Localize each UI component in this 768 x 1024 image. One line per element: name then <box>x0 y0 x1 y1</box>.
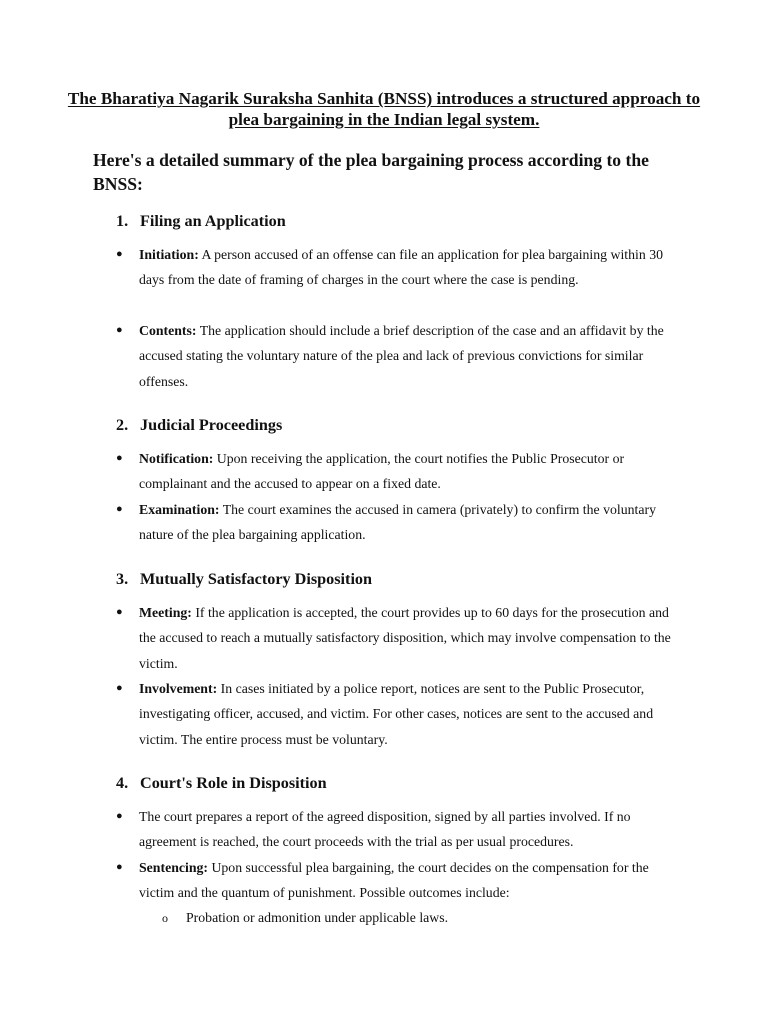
list-item-label: Initiation: <box>139 247 199 262</box>
section-title: Mutually Satisfactory Disposition <box>140 570 373 588</box>
list-item-body: A person accused of an offense can file an application for plea bargaining within 30 days from the date of framing of charges in the court where the case is pending. <box>139 247 664 288</box>
section-number: 4. <box>116 774 129 792</box>
list-item-text <box>139 600 676 676</box>
bullet-dot-icon: ● <box>116 606 123 618</box>
list-item-text <box>139 242 676 293</box>
document-title: The Bharatiya Nagarik Suraksha Sanhita (BNSS) introduces a structured approach to plea bargaining in the Indian legal system. <box>67 89 701 129</box>
bullet-dot-icon: ● <box>116 503 123 515</box>
list-item-body: Upon successful plea bargaining, the court decides on the compensation for the victim and the quantum of punishment. Possible outcomes include: <box>139 860 649 901</box>
list-item-body: In cases initiated by a police report, notices are sent to the Public Prosecutor, investigating officer, accused, and victim. For other cases, notices are sent to the accused and victim. The entire process must be voluntary. <box>139 681 654 747</box>
section-heading-3 <box>116 569 372 589</box>
bullet-dot-icon: ● <box>116 324 123 336</box>
bullet-dot-icon: ● <box>116 810 123 822</box>
list-item-label: Sentencing: <box>139 860 208 875</box>
section-number: 3. <box>116 570 129 588</box>
intro-paragraph: Here's a detailed summary of the plea bargaining process according to the BNSS: <box>93 150 649 194</box>
bullet-dot-icon: ● <box>116 248 123 260</box>
list-item-label: Contents: <box>139 323 197 338</box>
list-item-body: If the application is accepted, the court provides up to 60 days for the prosecution and the accused to reach a mutually satisfactory disposition, which may involve compensation to the victim. <box>139 605 671 671</box>
list-item-label: Involvement: <box>139 681 218 696</box>
section-title: Court's Role in Disposition <box>140 774 327 792</box>
section-heading-1 <box>116 211 286 231</box>
list-item-text <box>139 446 676 497</box>
list-item-body: Upon receiving the application, the court notifies the Public Prosecutor or complainant and the accused to appear on a fixed date. <box>139 451 625 492</box>
list-item-text <box>139 804 676 855</box>
section-title: Judicial Proceedings <box>140 416 283 434</box>
section-title: Filing an Application <box>140 212 286 230</box>
hollow-circle-bullet-icon: o <box>162 911 168 925</box>
list-item-label: Meeting: <box>139 605 192 620</box>
sub-list-item-text: Probation or admonition under applicable laws. <box>186 910 449 925</box>
list-item-body: The application should include a brief description of the case and an affidavit by the accused stating the voluntary nature of the plea and lack of previous convictions for similar offenses. <box>139 323 664 389</box>
list-item-body: The court prepares a report of the agreed disposition, signed by all parties involved. If no agreement is reached, the court proceeds with the trial as per usual procedures. <box>139 809 631 850</box>
list-item-text <box>139 497 676 548</box>
list-item-text <box>139 318 676 394</box>
section-number: 1. <box>116 212 129 230</box>
list-item-label: Notification: <box>139 451 214 466</box>
section-heading-2 <box>116 415 282 435</box>
section-number: 2. <box>116 416 129 434</box>
section-heading-4 <box>116 773 327 793</box>
bullet-dot-icon: ● <box>116 682 123 694</box>
list-item-label: Examination: <box>139 502 220 517</box>
list-item-body: The court examines the accused in camera (privately) to confirm the voluntary nature of the plea bargaining application. <box>139 502 656 543</box>
bullet-dot-icon: ● <box>116 452 123 464</box>
list-item-text <box>139 676 676 752</box>
list-item-text <box>139 855 676 906</box>
bullet-dot-icon: ● <box>116 861 123 873</box>
